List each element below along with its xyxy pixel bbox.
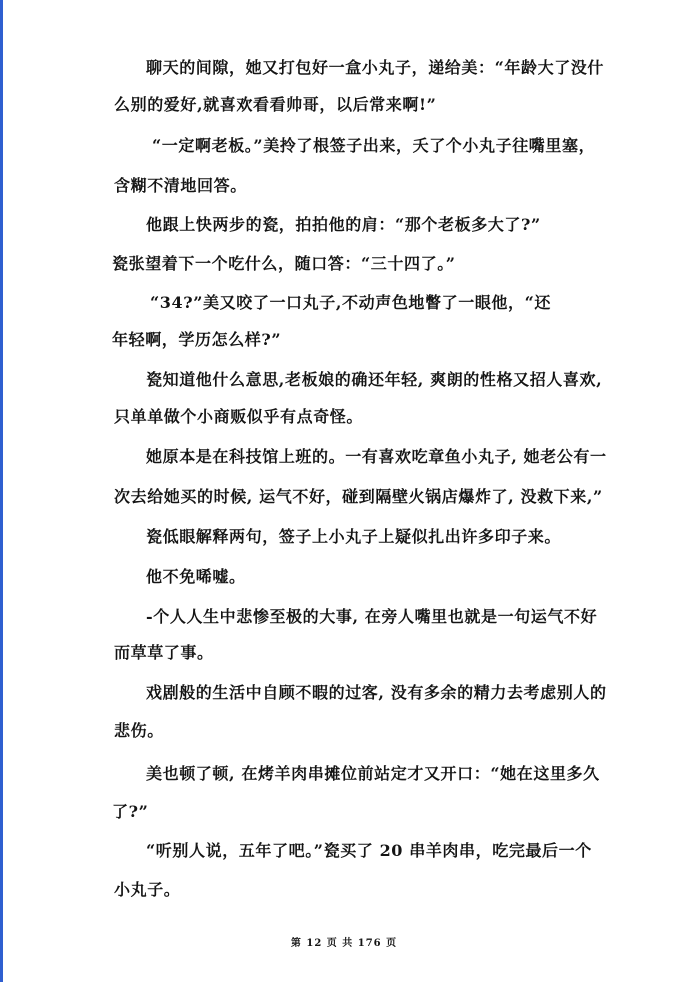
text-line: 了?” (112, 802, 149, 821)
text-line: “34?”美又咬了一口丸子,不动声色地瞥了一眼他，“还 (150, 293, 552, 312)
text-line: 只单单做个小商贩似乎有点奇怪。 (114, 407, 364, 426)
text-line: 么别的爱好,就喜欢看看帅哥，以后常来啊!” (114, 95, 437, 114)
text-line: 美也顿了顿, 在烤羊肉串摊位前站定才又开口：“她在这里多久 (146, 764, 600, 783)
text-line: 小丸子。 (114, 880, 181, 899)
text-line: 聊天的间隙，她又打包好一盒小丸子，递给美：“年龄大了没什 (146, 58, 605, 77)
text-line: 他不免唏嘘。 (146, 567, 246, 586)
page-edge-border (0, 0, 3, 982)
text-line: 戏剧般的生活中自顾不暇的过客, 没有多余的精力去考虑别人的 (146, 683, 607, 702)
text-line: -个人人生中悲惨至极的大事, 在旁人嘴里也就是一句运气不好 (146, 607, 598, 626)
text-line: 而草草了事。 (114, 643, 214, 662)
text-line: “听别人说，五年了吧。”瓷买了 20 串羊肉串，吃完最后一个 (146, 841, 592, 860)
text-line: 瓷知道他什么意思,老板娘的确还年轻, 爽朗的性格又招人喜欢, (146, 370, 603, 389)
text-line: 瓷低眼解释两句，签子上小丸子上疑似扎出许多印子来。 (146, 527, 562, 546)
text-line: “一定啊老板。”美拎了根签子出来，夭了个小丸子往嘴里塞， (152, 136, 596, 155)
text-line: 瓷张望着下一个吃什么，随口答：“三十四了。” (112, 254, 456, 273)
text-line: 次去给她买的时候, 运气不好，碰到隔壁火锅店爆炸了, 没救下来,” (114, 487, 603, 506)
text-line: 他跟上快两步的瓷，拍拍他的肩：“那个老板多大了?” (146, 215, 541, 234)
page-number: 第 12 页 共 176 页 (290, 938, 398, 949)
text-line: 年轻啊，学历怎么样?” (112, 330, 282, 349)
text-line: 悲伤。 (114, 721, 164, 740)
text-line: 她原本是在科技馆上班的。一有喜欢吃章鱼小丸子, 她老公有一 (146, 447, 607, 466)
text-line: 含糊不清地回答。 (114, 176, 247, 195)
